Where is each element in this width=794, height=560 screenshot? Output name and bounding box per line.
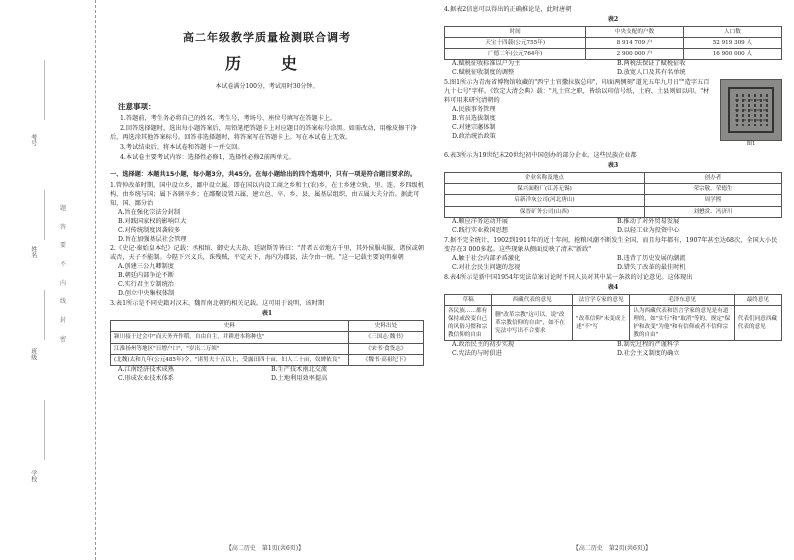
- option-grid: [444, 218, 782, 236]
- question-stem: 3.表1所示是不同史籍对汉末、魏晋南北朝的相关记载。这可用于说明，该时期: [110, 300, 325, 308]
- binding-line-2: [44, 190, 45, 240]
- notice-item: 2.回答选择题时，选出每小题答案后，用铅笔把答题卡上对应题目的答案标号涂黑。如需改动，用橡皮擦干净后，再选涂其他答案标号。回答非选择题时，将答案写在答题卡上。写在本试卷上无效。: [110, 124, 417, 141]
- table-cell: 保兴面粉厂(江苏无锡): [445, 184, 645, 195]
- table-cell: 代表们同意西藏代表的意见: [734, 305, 781, 340]
- table-caption: 表2: [607, 15, 619, 23]
- option: C.赋税征收制度的调整: [452, 69, 515, 77]
- option: C.形成农业技术体系: [118, 374, 174, 382]
- table-header: 史料出处: [348, 321, 423, 332]
- option: B.生产技术南北交流: [271, 365, 328, 373]
- option: D.错失了改革的最佳时机: [617, 263, 686, 271]
- binding-char: 要: [60, 242, 67, 250]
- table-header: 草稿: [445, 294, 492, 305]
- question-1: [110, 182, 424, 245]
- table-row: [111, 332, 424, 343]
- binding-char: 内: [60, 279, 67, 287]
- option: C.对建宗藩体制: [452, 124, 496, 132]
- table-cell: 启新洋灰公司(河北唐山): [445, 195, 645, 206]
- notice-heading: 注意事项：: [118, 101, 156, 111]
- table-cell: 广德二年(公元764年): [445, 49, 586, 60]
- table-cell: 保晋矿务公司(山西): [445, 206, 645, 217]
- exam-subject: 历 史: [224, 53, 309, 73]
- table-header: 时间: [445, 26, 586, 37]
- option: C.宪法的与时俱进: [452, 350, 502, 358]
- option: C.践行实业救国思想: [452, 226, 508, 234]
- table-cell: (北魏)太和九年(公元485年)令，"诸男夫十五以上，受露田四十亩，妇人二十亩，奴婢依良": [111, 354, 349, 365]
- binding-char: 不: [60, 261, 67, 269]
- option: D.放宽人口及其有名单统: [617, 69, 686, 77]
- table-row: [445, 38, 782, 49]
- option: B.对践国家权的影响巨大: [118, 217, 187, 225]
- table-header: 最终意见: [734, 294, 781, 305]
- exam-title: 高二年级教学质量检测联合调考: [183, 31, 351, 44]
- table-row: [111, 343, 424, 354]
- table-2: [444, 26, 782, 60]
- question-3: [110, 300, 424, 383]
- binding-line-4: [44, 400, 45, 460]
- option: B.推动了对外贸易发展: [617, 217, 680, 225]
- option: C.实行君主专制统治: [118, 281, 174, 289]
- question-stem: 5.图1所示为青海省博物馆收藏的"西宁土官撒拉族总印"，印面两侧刻"道光五年九月日""造字五百九十七号"字样。《钦定大清会典》载："凡土官之职，皆给以印信号纸，土府、土县则如以印。"材料可用来研究清朝的: [444, 79, 710, 105]
- option: A.旨在强化宗法分封制: [118, 208, 181, 216]
- option: A.民族事务管理: [452, 106, 496, 114]
- binding-label-exam-number: 考号: [29, 134, 37, 146]
- notice-item: 1.答题前，考生务必将自己的姓名、考生号、考场号、座位号填写在答题卡上。: [120, 114, 337, 122]
- table-caption: 表4: [607, 283, 619, 291]
- question-stem: 4.据表2信息可以得出的正确推论是，此时唐朝: [444, 6, 572, 13]
- option: C.对传统制度因袭较多: [118, 226, 181, 234]
- table-header: 中央支配的户数: [586, 26, 684, 37]
- section-heading: 一、选择题：本题共15小题，每小题3分，共45分。在每小题给出的四个选项中，只有一项是符合题目要求的。: [110, 170, 417, 178]
- table-cell: 颍川接于过会中"而天务齐作稻，自由自主，并耕进本称种也": [111, 332, 349, 343]
- table-cell: "改革信仰"未变成上述"不"写: [573, 305, 630, 340]
- option: B.官员选拔制度: [452, 115, 496, 123]
- notice-item: 3.考试结束后，将本试卷和答题卡一并交回。: [120, 143, 244, 151]
- seal-image: [720, 79, 782, 141]
- binding-char: 答: [60, 223, 67, 231]
- table-header: 法官学专家的意见: [573, 294, 630, 305]
- option: A.顺应洋务运动开展: [452, 217, 508, 225]
- table-row: [445, 184, 782, 195]
- seal-stamp-icon: [727, 86, 775, 134]
- question-7: [444, 237, 782, 273]
- table-cell: 周学熙: [644, 195, 781, 206]
- binding-warning-chars: [60, 205, 70, 345]
- notice-item: 4.本试卷主要考试内容：选择性必修1，选择性必修2前两单元。: [120, 153, 295, 161]
- page-footer: 【高二历史 第2页(共6页)】: [572, 545, 652, 553]
- option: B.违背了历史发展的潮流: [617, 254, 686, 262]
- binding-char: 题: [60, 205, 67, 212]
- table-cell: 《魏书·高祖纪下》: [348, 354, 423, 365]
- option: C.对社会民生问题的忽视: [452, 263, 521, 271]
- table-header: 西藏代表的意见: [492, 294, 573, 305]
- binding-label-school: 学校: [29, 470, 37, 482]
- option: A.触于社会内部矛盾激化: [452, 254, 521, 262]
- option-grid: [444, 341, 782, 359]
- table-cell: 认为西藏代表和语言学家的意见是有道理的，如"实行"和"取消"等的，规定"保护和改变"为他"和有信仰或者不信仰宗教的自由": [630, 305, 734, 340]
- option: D.旨在加强基层社会管理: [118, 235, 187, 243]
- figure-caption: 图1: [746, 141, 756, 148]
- table-cell: 2 900 000 户: [586, 49, 684, 60]
- table-cell: 8 914 709 户: [586, 38, 684, 49]
- question-stem: 7.据不完全统计，1902到1911年的近十年间，抢粮风潮不断发生全国，而且每年都有，1907年甚至达68次，全国大小民变存在3 000多起。这些现象从侧面反映了清末"新政": [444, 236, 778, 253]
- option: B.朝廷内部争论不断: [118, 272, 175, 280]
- option-grid: [444, 60, 782, 78]
- option: A.江南经济技术成熟: [118, 365, 174, 373]
- binding-line-3: [44, 290, 45, 340]
- option: A.政治民主的初步实现: [452, 341, 515, 349]
- table-cell: 删"改革宗教"这可以，说"改革宗教信仰的自由"，如不在宪法中写出不合要求: [492, 305, 573, 340]
- table-cell: 《三国志·魏书》: [348, 332, 423, 343]
- question-stem: 2.《史记·秦始皇本纪》记载：丞相绾、御史大夫劫、廷尉斯等皆曰："昔者五帝地方千里，其外侯服夷服，诸侯或朝或否，天子不能制。今陛下兴义兵，诛残贼，平定天下，海内为郡县，法令由一统。"这一记载主要说明秦朝: [110, 245, 424, 262]
- option: A.创建三公九卿制度: [118, 263, 174, 271]
- table-cell: 江淮扬州等地区"日增户口"，"岁出二万顷": [111, 343, 349, 354]
- question-stem: 1.管仲改革时期，国中设立乡，鄙中设立属。即在国以内设工商之乡和士(农)乡，在士乡建立轨、里、连、乡四级机构，由乡统与国；属下各辖卒乡；在鄙聚设置五属，建立邑、卒、乡、县，属基层组织，由五属大夫分治。据此可知，国、鄙分治: [110, 181, 424, 207]
- question-2: [110, 245, 424, 299]
- table-caption: 表3: [607, 162, 619, 170]
- table-cell: 52 919 309 人: [683, 38, 781, 49]
- table-cell: 刘懋赏、冯济川: [644, 206, 781, 217]
- binding-char: 封: [60, 317, 67, 325]
- binding-char: 密: [60, 335, 67, 343]
- option: B.制宪过程的严谨科学: [617, 341, 680, 349]
- table-header: 毛泽东意见: [630, 294, 734, 305]
- table-header: 史料: [111, 321, 349, 332]
- binding-char: 线: [60, 298, 67, 306]
- table-header: 企业名称及地点: [445, 173, 645, 184]
- binding-label-class: 班级: [29, 348, 37, 360]
- page-1: [100, 0, 430, 560]
- page-2: [436, 0, 788, 560]
- table-row: [445, 49, 782, 60]
- option: D.政治统治政策: [452, 133, 496, 141]
- table-caption: 表1: [261, 310, 273, 318]
- table-4: [444, 294, 782, 342]
- option: D.土地利用效率提高: [271, 374, 328, 382]
- table-cell: 《宋书·食货志》: [348, 343, 423, 354]
- table-cell: 各民族……都有保持或改变自己的风俗习惯和宗教信仰的自由: [445, 305, 492, 340]
- exam-info: 本试卷满分100分，考试用时30分钟。: [215, 83, 319, 91]
- option: A.赋税征收标准以户为主: [452, 60, 521, 68]
- table-row: [445, 305, 782, 340]
- option: D.以轻工业为投资中心: [617, 226, 680, 234]
- page-footer: 【高二历史 第1页(共6页)】: [225, 545, 305, 553]
- option: D.创立中央集权体制: [118, 290, 175, 298]
- option-grid: [110, 366, 424, 384]
- table-cell: 天宝十四载(公元755年): [445, 38, 586, 49]
- table-header: 创办者: [644, 173, 781, 184]
- table-cell: 荣宗敬、荣德生: [644, 184, 781, 195]
- notice-list: [110, 115, 424, 163]
- question-stem: 8.表4所示是新中国1954年宪法草案讨论时不同人员对其中某一条款的讨论意见。这体现出: [444, 273, 693, 281]
- question-5: [444, 79, 782, 151]
- table-1: [110, 320, 424, 365]
- question-8: [444, 274, 782, 359]
- question-4: [444, 6, 782, 78]
- option: B.两税法保证了赋税征收: [617, 60, 686, 68]
- table-row: [111, 354, 424, 365]
- question-stem: 6.表3所示为19世纪末20世纪初中国创办的部分企业。这些民族企业都: [444, 152, 637, 160]
- seal-figure: [720, 79, 782, 149]
- table-cell: 16 900 000 人: [683, 49, 781, 60]
- table-row: [445, 206, 782, 217]
- question-6: [444, 152, 782, 235]
- binding-line-1: [44, 60, 45, 120]
- option-grid: [444, 255, 782, 273]
- table-header: 人口数: [683, 26, 781, 37]
- binding-margin: [0, 0, 96, 560]
- table-3: [444, 172, 782, 217]
- option: D.社会主义制度的确立: [617, 350, 680, 358]
- table-row: [445, 195, 782, 206]
- binding-label-name: 姓名: [29, 246, 37, 258]
